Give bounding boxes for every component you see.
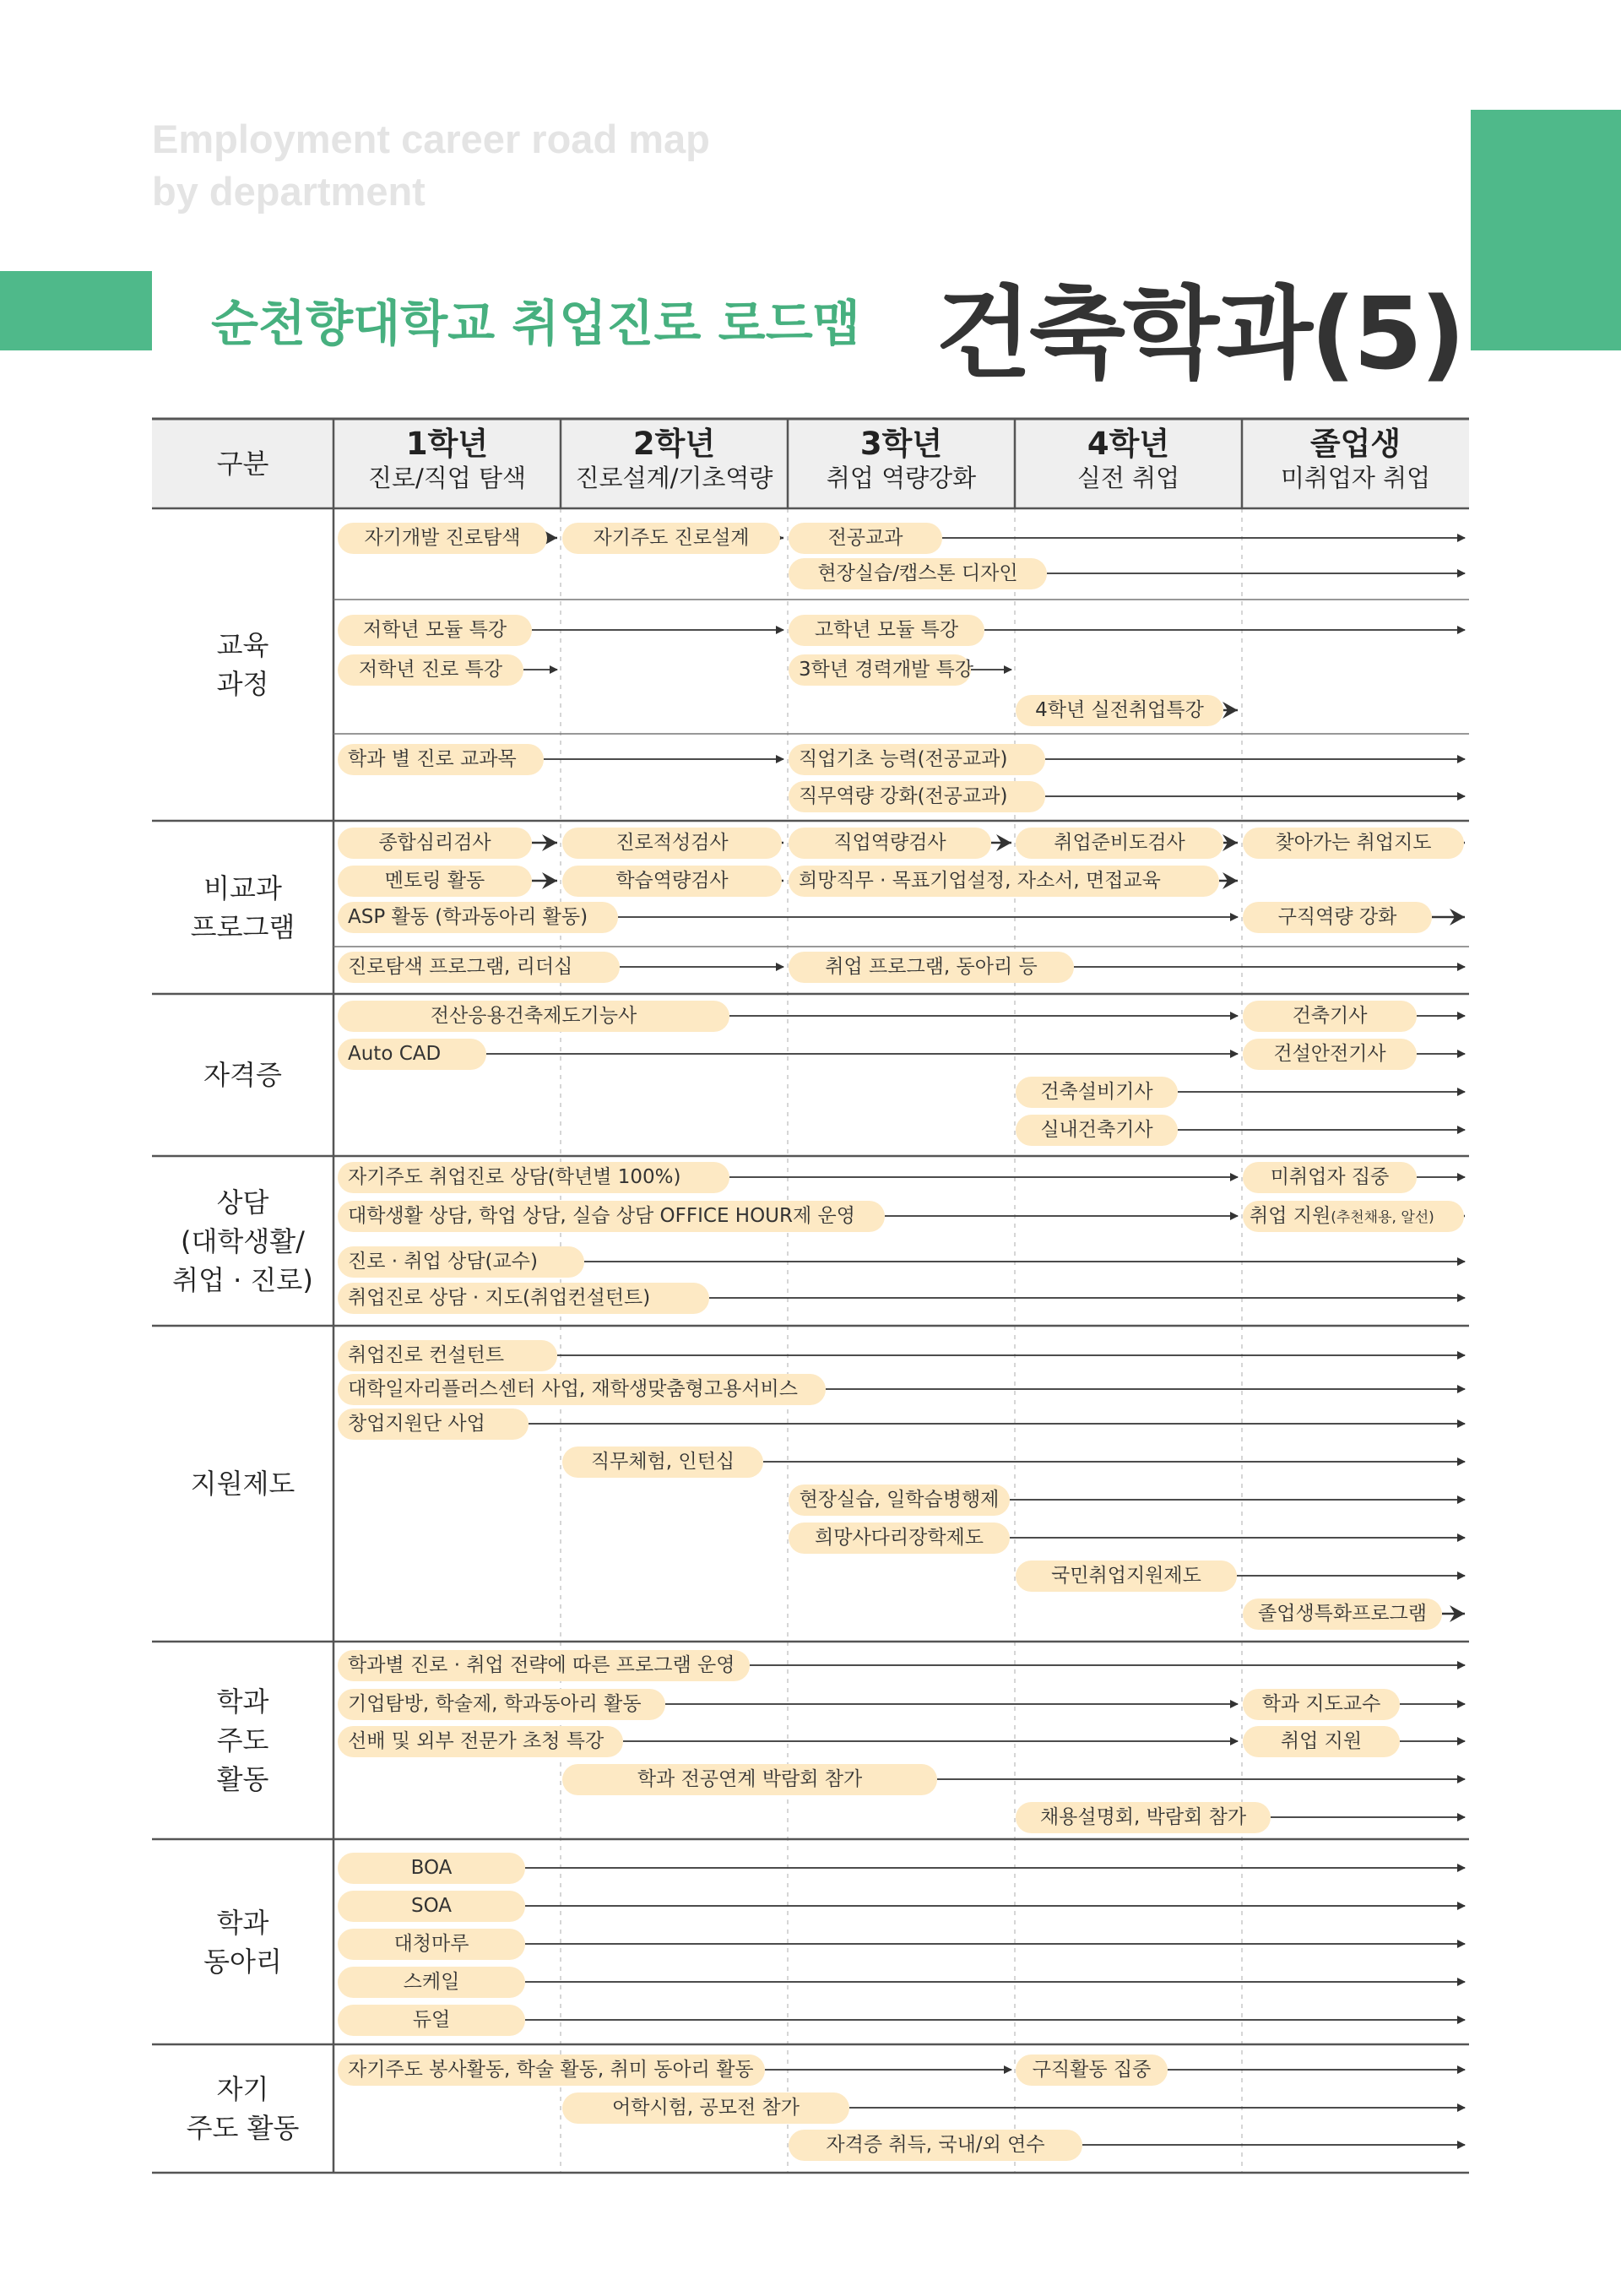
roadmap-item <box>338 1374 826 1405</box>
roadmap-item <box>1016 1115 1178 1146</box>
roadmap-item-label: 고학년 모듈 특강 <box>814 619 959 641</box>
roadmap-item <box>562 2092 849 2124</box>
roadmap-item-label: 실내건축기사 <box>1040 1119 1153 1141</box>
roadmap-item <box>562 523 780 554</box>
roadmap-item-label: 진로탐색 프로그램, 리더십 <box>348 956 573 978</box>
roadmap-item-label: 구직활동 집중 <box>1032 2059 1152 2081</box>
roadmap-item <box>1243 1201 1464 1232</box>
roadmap-item <box>338 615 532 646</box>
year-subtitle: 미취업자 취업 <box>1280 464 1431 492</box>
roadmap-item-label: 학과 지도교수 <box>1261 1693 1381 1715</box>
roadmap-item-label: 창업지원단 사업 <box>348 1413 485 1435</box>
roadmap-item-label: 자격증 취득, 국내/외 연수 <box>826 2134 1045 2156</box>
roadmap-item-label: 국민취업지원제도 <box>1051 1565 1201 1587</box>
roadmap-item <box>338 523 547 554</box>
roadmap-item <box>338 1201 885 1232</box>
section-label: 자격증 <box>203 1059 282 1091</box>
roadmap-item-label: 저학년 모듈 특강 <box>362 619 507 641</box>
roadmap-item-label: 저학년 진로 특강 <box>358 659 503 681</box>
section-label: 비교과 프로그램 <box>190 871 295 943</box>
roadmap-item <box>1243 1001 1417 1032</box>
roadmap-item <box>338 744 544 775</box>
roadmap-item-label: 건축기사 <box>1292 1005 1368 1027</box>
roadmap-item <box>338 952 620 983</box>
roadmap-item <box>338 1689 665 1720</box>
roadmap-item-label: 듀얼 <box>412 2009 451 2031</box>
roadmap-item-label: 대학생활 상담, 학업 상담, 실습 상담 OFFICE HOUR제 운영 <box>348 1205 855 1227</box>
roadmap-item <box>562 1447 763 1478</box>
roadmap-item <box>562 828 782 859</box>
roadmap-item <box>338 654 523 686</box>
roadmap-item-label: Auto CAD <box>348 1043 442 1065</box>
roadmap-item-label: 건설안전기사 <box>1273 1043 1386 1065</box>
roadmap-item-label: 현장실습, 일학습병행제 <box>799 1489 1000 1511</box>
year-subtitle: 취업 역량강화 <box>826 464 977 492</box>
roadmap-item <box>789 744 1045 775</box>
roadmap-item <box>338 1967 525 1998</box>
roadmap-item-label: 직무체험, 인턴십 <box>590 1451 735 1473</box>
roadmap-item-label: 학과 전공연계 박람회 참가 <box>637 1768 863 1790</box>
roadmap-item <box>789 523 942 554</box>
year-header <box>788 426 1015 493</box>
roadmap-item-label: 채용설명회, 박람회 참가 <box>1039 1806 1247 1828</box>
year-header <box>561 426 788 493</box>
roadmap-item-label: 4학년 실전취업특강 <box>1035 699 1204 721</box>
roadmap-item <box>1243 1162 1417 1193</box>
roadmap-item-label: 자기주도 취업진로 상담(학년별 100%) <box>348 1166 681 1188</box>
roadmap-item <box>789 1523 1010 1554</box>
roadmap-item-label: 취업진로 컨설턴트 <box>348 1344 505 1366</box>
roadmap-item-label: 멘토링 활동 <box>384 870 485 892</box>
section-label: 상담 (대학생활/ 취업 · 진로) <box>172 1186 313 1296</box>
roadmap-item-label: 기업탐방, 학술제, 학과동아리 활동 <box>348 1693 642 1715</box>
roadmap-item <box>789 952 1074 983</box>
roadmap-item <box>1243 1689 1400 1720</box>
year-subtitle: 진로/직업 탐색 <box>367 464 527 492</box>
year-header <box>333 426 561 493</box>
roadmap-item <box>789 558 1047 589</box>
roadmap-item <box>1243 902 1432 933</box>
roadmap-item <box>338 1246 584 1278</box>
roadmap-item <box>562 866 782 897</box>
roadmap-item <box>338 2005 525 2036</box>
roadmap-item-label: 희망사다리장학제도 <box>815 1527 984 1549</box>
roadmap-item-label: 현장실습/캡스톤 디자인 <box>817 562 1018 584</box>
roadmap-item <box>338 1340 557 1371</box>
section-label: 학과 주도 활동 <box>216 1685 269 1795</box>
roadmap-item <box>1243 1039 1417 1070</box>
roadmap-item-label: SOA <box>410 1895 453 1917</box>
roadmap-item <box>789 615 984 646</box>
roadmap-item-label: 자기주도 봉사활동, 학술 활동, 취미 동아리 활동 <box>348 2059 754 2081</box>
roadmap-item-label: 대청마루 <box>393 1933 469 1955</box>
roadmap-item-label: 어학시험, 공모전 참가 <box>612 2097 800 2119</box>
roadmap-item-label: 취업 프로그램, 동아리 등 <box>825 956 1038 978</box>
roadmap-item-label: 건축설비기사 <box>1040 1081 1153 1103</box>
roadmap-item-label: 취업진로 상담 · 지도(취업컨설턴트) <box>348 1287 651 1309</box>
department-title: 건축학과(5) <box>935 275 1463 392</box>
roadmap-item <box>789 866 1219 897</box>
roadmap-item <box>789 1485 1010 1516</box>
english-title-line2: by department <box>152 169 426 214</box>
roadmap-item-label: 자기주도 진로설계 <box>593 527 750 549</box>
roadmap-item <box>1243 1726 1400 1757</box>
roadmap-item-label: 학습역량검사 <box>615 870 729 892</box>
roadmap-item-label: 자기개발 진로탐색 <box>364 527 521 549</box>
year-subtitle: 진로설계/기초역량 <box>575 464 773 492</box>
roadmap-item <box>1016 828 1223 859</box>
year-title: 졸업생 <box>1309 426 1401 462</box>
roadmap-item-label: 찾아가는 취업지도 <box>1275 832 1432 854</box>
year-title: 4학년 <box>1087 426 1170 462</box>
roadmap-item-label: 3학년 경력개발 특강 <box>799 659 973 681</box>
year-title: 1학년 <box>405 426 489 462</box>
roadmap-item <box>338 902 618 933</box>
roadmap-item-label: 취업 지원 <box>1280 1730 1363 1752</box>
roadmap-item <box>338 1283 709 1314</box>
roadmap-item-label: 선배 및 외부 전문가 초청 특강 <box>348 1730 604 1752</box>
year-title: 2학년 <box>632 426 716 462</box>
roadmap-item-label: 직무역량 강화(전공교과) <box>799 785 1008 807</box>
roadmap-item <box>1016 2054 1168 2086</box>
roadmap-subtitle: 순천향대학교 취업진로 로드맵 <box>211 295 860 352</box>
roadmap-item-label: 직업기초 능력(전공교과) <box>799 748 1008 770</box>
roadmap-item <box>338 1929 525 1960</box>
roadmap-item <box>338 1001 729 1032</box>
section-label: 지원제도 <box>190 1468 295 1500</box>
roadmap-item <box>789 654 971 686</box>
roadmap-item-label: 졸업생특화프로그램 <box>1258 1603 1427 1625</box>
year-title: 3학년 <box>859 426 943 462</box>
roadmap-item-label: 전산응용건축제도기능사 <box>430 1005 637 1027</box>
year-header <box>1015 426 1242 493</box>
roadmap-item-label: 직업역량검사 <box>833 832 946 854</box>
roadmap-item-label: 취업준비도검사 <box>1054 832 1185 854</box>
roadmap-item-label: ASP 활동 (학과동아리 활동) <box>348 906 588 928</box>
roadmap-item <box>338 1162 729 1193</box>
roadmap-item-note: (추천채용, 알선) <box>1331 1209 1434 1226</box>
section-label: 자기 주도 활동 <box>186 2073 300 2144</box>
roadmap-item-label: 전공교과 <box>827 527 903 549</box>
roadmap-item <box>1243 1599 1442 1630</box>
roadmap-item <box>338 1650 750 1681</box>
category-header: 구분 <box>216 448 269 480</box>
roadmap-item <box>338 866 532 897</box>
roadmap-item <box>1243 828 1464 859</box>
roadmap-item-label: 진로적성검사 <box>615 832 729 854</box>
roadmap-item <box>1016 1561 1237 1592</box>
roadmap-item-label: 스케일 <box>403 1971 460 1993</box>
roadmap-item <box>338 1891 525 1922</box>
roadmap-item <box>338 828 532 859</box>
roadmap-item-label: 미취업자 집중 <box>1270 1166 1390 1188</box>
roadmap-item-label: 학과 별 진로 교과목 <box>348 748 517 770</box>
english-title-line1: Employment career road map <box>152 117 710 161</box>
roadmap-item <box>789 781 1045 812</box>
roadmap-item-label: 취업 지원 <box>1250 1205 1331 1227</box>
year-header <box>1242 426 1469 493</box>
roadmap-item-label: 구직역량 강화 <box>1277 906 1397 928</box>
roadmap-item-label: BOA <box>410 1857 453 1879</box>
roadmap-item <box>338 1409 529 1440</box>
roadmap-item-label: 희망직무 · 목표기업설정, 자소서, 면접교육 <box>799 870 1161 892</box>
roadmap-item-label: 학과별 진로 · 취업 전략에 따른 프로그램 운영 <box>348 1654 735 1676</box>
year-subtitle: 실전 취업 <box>1076 464 1180 492</box>
roadmap-item <box>562 1764 937 1795</box>
roadmap-item-label: 종합심리검사 <box>378 832 491 854</box>
roadmap-item <box>338 1853 525 1884</box>
section-label: 교육 과정 <box>216 629 269 700</box>
roadmap-item-label: 대학일자리플러스센터 사업, 재학생맞춤형고용서비스 <box>348 1378 798 1400</box>
roadmap-item-label: 진로 · 취업 상담(교수) <box>348 1251 538 1273</box>
roadmap-item <box>338 1726 623 1757</box>
roadmap-item <box>789 828 991 859</box>
roadmap-item <box>338 1039 486 1070</box>
roadmap-item <box>1016 1077 1178 1108</box>
roadmap-item <box>338 2054 765 2086</box>
section-label: 학과 동아리 <box>203 1906 282 1978</box>
roadmap-item <box>1016 695 1223 726</box>
roadmap-item <box>789 2130 1082 2161</box>
roadmap-item <box>1016 1802 1271 1833</box>
